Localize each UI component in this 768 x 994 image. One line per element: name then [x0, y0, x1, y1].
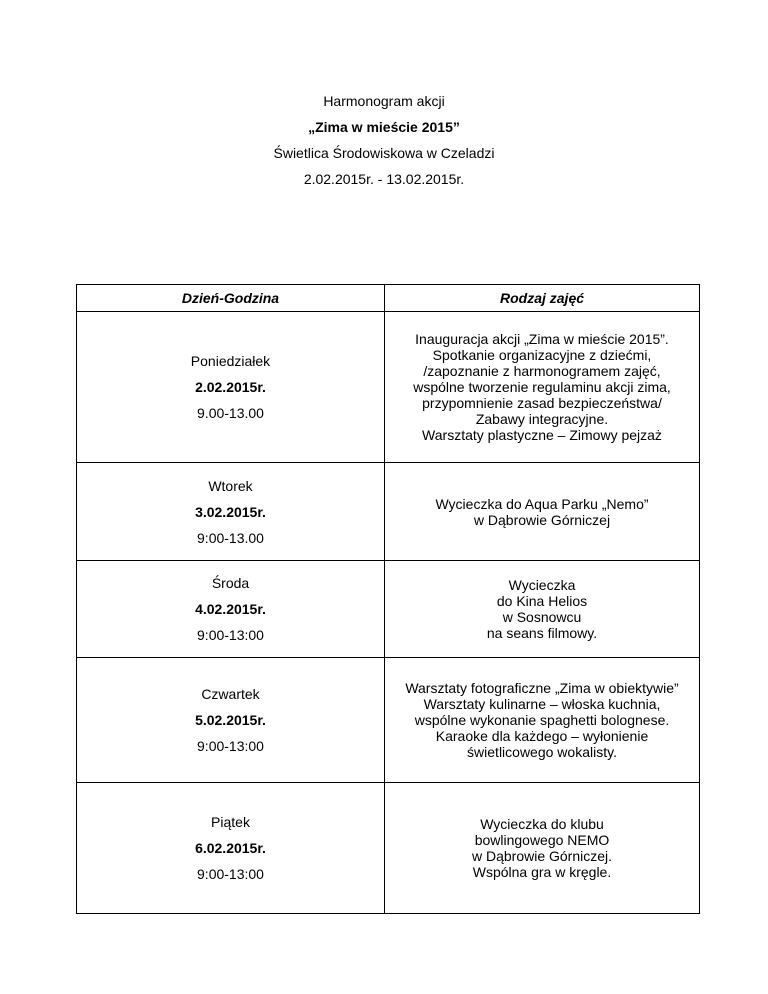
table-row [77, 783, 700, 914]
table-row [77, 312, 700, 463]
day-date: 6.02.2015r. [195, 840, 266, 856]
header-organizer: Świetlica Środowiskowa w Czeladzi [273, 145, 495, 161]
day-cell [77, 312, 385, 463]
activity-line: Warsztaty fotograficzne „Zima w obiektywie” [405, 680, 679, 696]
table-row [77, 658, 700, 783]
day-hours: 9:00-13.00 [197, 529, 264, 546]
column-header-activity: Rodzaj zajęć [385, 285, 700, 312]
day-date: 5.02.2015r. [195, 712, 266, 728]
day-hours: 9:00-13:00 [197, 738, 264, 754]
activity-line: Wycieczka do Aqua Parku „Nemo” [435, 495, 649, 512]
header-event-name: „Zima w mieście 2015” [308, 119, 460, 135]
header-date-range: 2.02.2015r. - 13.02.2015r. [303, 171, 465, 187]
day-name: Czwartek [201, 686, 260, 702]
day-hours: 9:00-13:00 [197, 627, 264, 643]
activity-cell [385, 312, 700, 463]
activity-line: Karaoke dla każdego – wyłonienie [435, 728, 649, 744]
day-date: 3.02.2015r. [195, 503, 266, 520]
activity-line: wspólne tworzenie regulaminu akcji zima, [413, 379, 671, 395]
activity-line: do Kina Helios [496, 593, 588, 609]
activity-line: na seans filmowy. [486, 625, 598, 641]
day-cell [77, 561, 385, 658]
schedule-table [76, 284, 700, 914]
table-row [77, 561, 700, 658]
activity-cell [385, 783, 700, 914]
day-cell [77, 783, 385, 914]
day-name: Wtorek [208, 477, 253, 494]
activity-line: bowlingowego NEMO [474, 832, 610, 848]
day-date: 2.02.2015r. [195, 379, 266, 395]
activity-line: Warsztaty kulinarne – włoska kuchnia, [423, 696, 661, 712]
table-row [77, 463, 700, 561]
day-name: Poniedziałek [190, 353, 271, 369]
activity-line: przypomnienie zasad bezpieczeństwa/ [422, 395, 662, 411]
document-header [0, 88, 768, 192]
day-hours: 9:00-13:00 [197, 866, 264, 882]
column-header-day: Dzień-Godzina [77, 285, 385, 312]
day-name: Środa [211, 575, 250, 591]
activity-line: Inauguracja akcji „Zima w mieście 2015”. [415, 331, 669, 347]
day-date: 4.02.2015r. [195, 601, 266, 617]
activity-cell [385, 463, 700, 561]
day-hours: 9.00-13.00 [197, 405, 264, 421]
activity-line: Wycieczka do klubu [480, 816, 604, 832]
activity-cell [385, 658, 700, 783]
activity-line: Spotkanie organizacyjne z dziećmi, [432, 347, 652, 363]
activity-cell [385, 561, 700, 658]
activity-line: Zabawy integracyjne. [475, 411, 609, 427]
table-header-row [77, 285, 700, 312]
activity-line: w Dąbrowie Górniczej [473, 511, 611, 528]
activity-line: Wspólna gra w kręgle. [472, 864, 612, 880]
header-title: Harmonogram akcji [323, 93, 445, 109]
activity-line: świetlicowego wokalisty. [467, 744, 617, 760]
activity-line: Warsztaty plastyczne – Zimowy pejzaż [422, 427, 662, 443]
day-name: Piątek [211, 814, 250, 830]
activity-line: Wycieczka [508, 577, 576, 593]
activity-line: wspólne wykonanie spaghetti bolognese. [414, 712, 670, 728]
activity-line: w Dąbrowie Górniczej. [471, 848, 613, 864]
day-cell [77, 658, 385, 783]
day-cell [77, 463, 385, 561]
activity-line: w Sosnowcu [502, 609, 582, 625]
activity-line: /zapoznanie z harmonogramem zajęć, [423, 363, 661, 379]
